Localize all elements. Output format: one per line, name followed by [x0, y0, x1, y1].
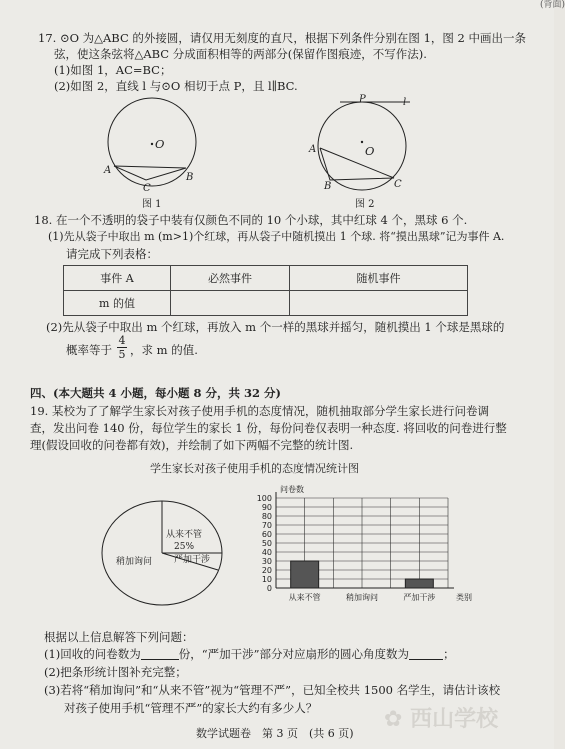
y-tick-label: 20 [261, 566, 272, 575]
q19-after5: 对孩子使用手机“管理不严”的家长大约有多少人？ [64, 701, 318, 715]
q19-after2a: (1)回收的问卷数为 [44, 647, 141, 661]
y-tick-label: 90 [261, 503, 272, 512]
table-cell [171, 291, 290, 316]
event-table [63, 265, 468, 316]
page-footer: 数学试题卷 第 3 页 (共 6 页) [196, 727, 354, 740]
y-tick-label: 50 [261, 539, 272, 548]
table-cell [290, 291, 468, 316]
y-tick-label: 70 [261, 521, 272, 530]
y-tick-label: 30 [261, 557, 272, 566]
pie-label-strict: 严加干涉 [174, 555, 211, 565]
q19-after2c: ； [443, 647, 455, 661]
fig2-label-o: O [365, 144, 375, 158]
corner-mark: (背面) [540, 0, 565, 10]
pie-label-ask: 稍加询问 [116, 557, 153, 567]
q19-line2: 查，发出问卷 140 份，每位学生的家长 1 份，每份问卷仅表明一种态度. 将回收的问卷进行整 [30, 421, 507, 435]
pie-label-pct: 25% [174, 542, 195, 552]
q19-after2 [44, 647, 455, 661]
q17-line1: 17. ⊙O 为△ABC 的外接圆，请仅用无刻度的直尺，根据下列条件分别在图 1，图 2 中画出一条 [38, 31, 527, 45]
x-tick-label: 稍加询问 [346, 593, 378, 602]
fig2-label-a: A [309, 144, 317, 155]
q17-line2: 弦，使这条弦将△ABC 分成面积相等的两部分(保留作图痕迹，不写作法). [54, 47, 427, 61]
x-tick-label: 从来不管 [288, 593, 321, 602]
chart-title: 学生家长对孩子使用手机的态度情况统计图 [150, 462, 359, 475]
pie-label-never: 从来不管 [166, 530, 203, 540]
fig2-label-l: l [403, 97, 407, 108]
table-header: 必然事件 [171, 266, 290, 291]
fig2-label-p: P [359, 94, 366, 105]
fig1-label-c: C [143, 183, 151, 194]
y-tick-label: 10 [261, 575, 272, 584]
fraction-numerator: 4 [118, 334, 126, 347]
y-tick-label: 80 [261, 512, 272, 521]
y-tick-label: 40 [261, 548, 272, 557]
y-tick-label: 100 [256, 494, 272, 503]
fraction-denominator: 5 [118, 348, 126, 361]
y-axis-label: 问卷数 [280, 485, 304, 494]
q18-line2: (1)先从袋子中取出 m (m>1)个红球，再从袋子中随机摸出 1 个球. 将“摸出黑球”记为事件 A. [48, 230, 505, 243]
q19-line1: 19. 某校为了了解学生家长对孩子使用手机的态度情况，随机抽取部分学生家长进行问卷调 [30, 404, 489, 418]
table-header: 事件 A [64, 266, 171, 291]
answer-blank [141, 648, 179, 660]
fig2-label-c: C [394, 179, 402, 190]
q18-line4: (2)先从袋子中取出 m 个红球，再放入 m 个一样的黑球并摇匀，随机摸出 1 个球是黑球的 [46, 320, 505, 334]
bar [405, 579, 433, 588]
y-tick-label: 60 [261, 530, 272, 539]
bar-chart [240, 484, 480, 619]
answer-blank [409, 648, 443, 660]
fig1-caption: 图 1 [142, 199, 162, 210]
x-axis-label: 类别 [456, 593, 472, 602]
section-heading: 四、(本大题共 4 小题，每小题 8 分，共 32 分) [30, 386, 281, 400]
q18-line5b: ，求 m 的值. [130, 343, 198, 357]
fig1-label-b: B [186, 172, 194, 183]
q19-after1: 根据以上信息解答下列问题： [44, 630, 194, 644]
bar [291, 561, 319, 588]
q17-line4: (2)如图 2，直线 l 与⊙O 相切于点 P，且 l∥BC. [54, 79, 298, 93]
q17-line3: (1)如图 1，AC=BC； [54, 63, 172, 77]
y-tick-label: 0 [266, 584, 272, 593]
table-header: 随机事件 [290, 266, 468, 291]
fig1-label-o: O [155, 137, 165, 151]
x-tick-label: 严加干涉 [403, 593, 436, 602]
fig2-caption: 图 2 [355, 199, 375, 210]
q19-after2b: 份，“严加干涉”部分对应扇形的圆心角度数为 [178, 647, 410, 661]
watermark-text: 西山学校 [410, 707, 499, 732]
fig1-label-a: A [104, 165, 112, 176]
q19-line3: 理(假设回收的问卷都有效)，并绘制了如下两幅不完整的统计图. [30, 438, 354, 452]
q19-after4: (3)若将“稍加询问”和“从来不管”视为“管理不严”，已知全校共 1500 名学生，请估计该校 [44, 683, 501, 697]
q18-line5a: 概率等于 [66, 343, 112, 357]
probability-fraction [115, 335, 129, 360]
fig2-label-b: B [324, 181, 332, 192]
table-row-label: m 的值 [64, 291, 171, 316]
watermark-logo: ✿ 西山学校 [384, 707, 499, 732]
q18-line3: 请完成下列表格： [66, 247, 158, 261]
q18-line1: 18. 在一个不透明的袋子中装有仅颜色不同的 10 个小球，其中红球 4 个，黑球 6 个. [34, 213, 468, 227]
q19-after3: (2)把条形统计图补充完整； [44, 665, 187, 679]
